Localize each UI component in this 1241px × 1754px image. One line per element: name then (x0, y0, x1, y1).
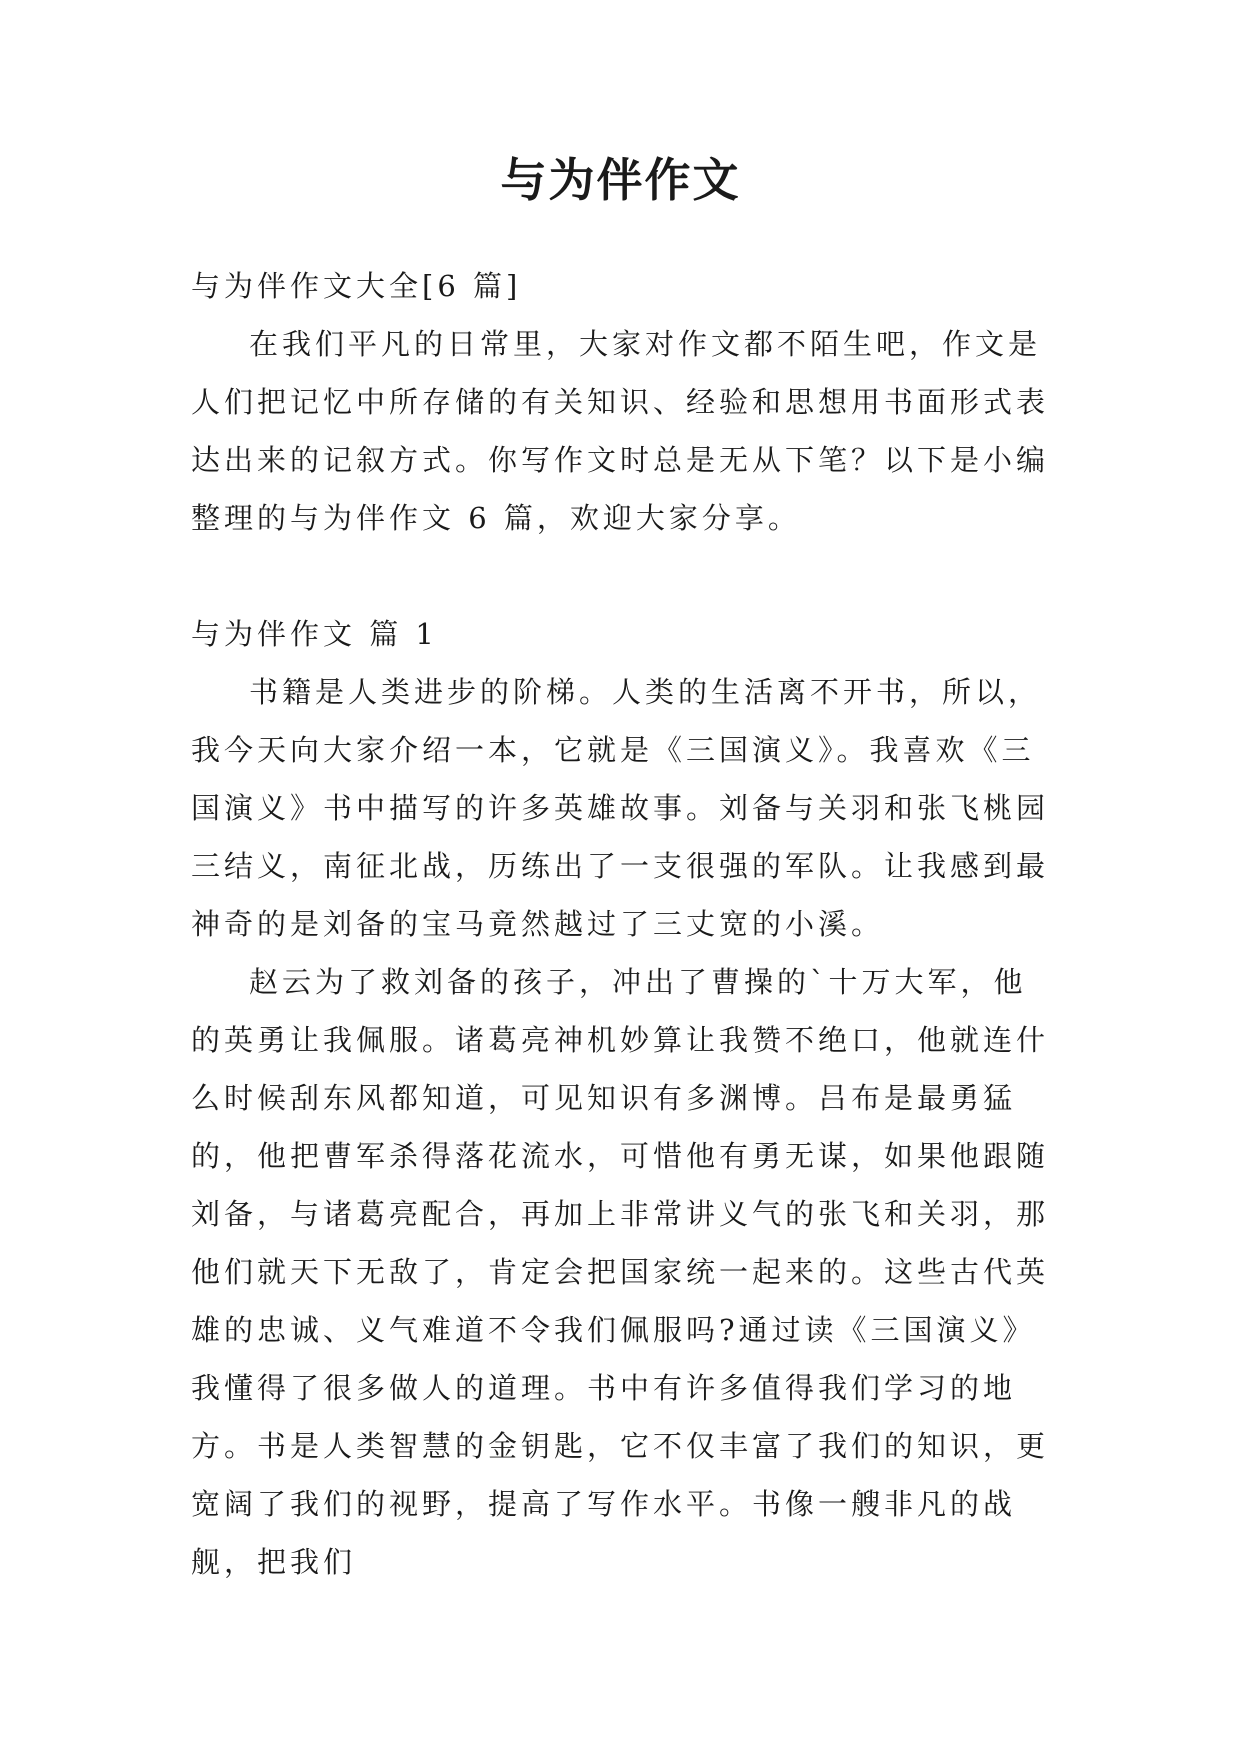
intro-paragraph: 在我们平凡的日常里，大家对作文都不陌生吧，作文是人们把记忆中所存储的有关知识、经验和思想用书面形式表达出来的记叙方式。你写作文时总是无从下笔？以下是小编整理的与为伴作文 6 篇，欢迎大家分享。 (191, 327, 1050, 535)
section-spacer (191, 547, 1057, 605)
section-heading: 与为伴作文 篇 1 (191, 617, 438, 651)
body-paragraph: 书籍是人类进步的阶梯。人类的生活离不开书，所以，我今天向大家介绍一本，它就是《三国演义》。我喜欢《三国演义》书中描写的许多英雄故事。刘备与关羽和张飞桃园三结义，南征北战，历练出了一支很强的军队。让我感到最神奇的是刘备的宝马竟然越过了三丈宽的小溪。 (191, 675, 1050, 941)
document-subtitle: 与为伴作文大全[6 篇] (191, 269, 522, 303)
body-paragraph: 赵云为了救刘备的孩子，冲出了曹操的`十万大军，他的英勇让我佩服。诸葛亮神机妙算让我赞不绝口，他就连什么时候刮东风都知道，可见知识有多渊博。吕布是最勇猛的，他把曹军杀得落花流水，可惜他有勇无谋，如果他跟随刘备，与诸葛亮配合，再加上非常讲义气的张飞和关羽，那他们就天下无敌了，肯定会把国家统一起来的。这些古代英雄的忠诚、义气难道不令我们佩服吗?通过读《三国演义》我懂得了很多做人的道理。书中有许多值得我们学习的地方。书是人类智慧的金钥匙，它不仅丰富了我们的知识，更宽阔了我们的视野，提高了写作水平。书像一艘非凡的战舰，把我们 (191, 965, 1050, 1579)
document-body (191, 257, 1057, 1591)
page-title: 与为伴作文 (500, 153, 741, 207)
